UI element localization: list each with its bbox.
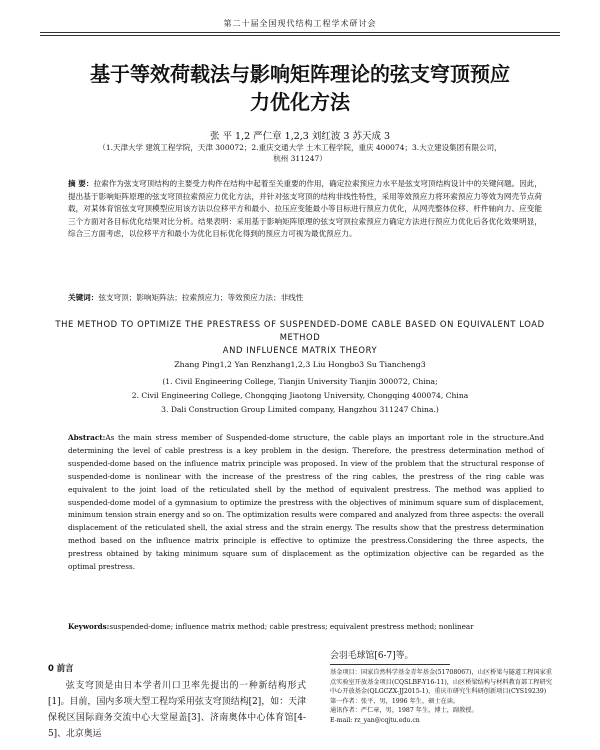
footnote-corresponding-author: 通讯作者：严仁章，男，1987 年生，博士，副教授。	[330, 707, 478, 715]
cn-abstract	[68, 178, 542, 241]
en-keywords-text: suspended-dome; influence matrix method; cable prestress; equivalent prestress method; nonlinear	[109, 622, 474, 631]
section-heading: 0 前言	[48, 663, 74, 673]
cn-affiliation-line-2: 杭州 311247）	[273, 154, 327, 163]
en-keywords	[68, 621, 544, 632]
body-text-left: 弦支穹顶是由日本学者川口卫率先提出的一种新结构形式[1]。目前，国内多项大型工程均采用弦支穹顶结构[2]，如：天津保税区国际商务交流中心大堂屋盖[3]、济南奥体中心体育馆[4-5]、北京奥运	[48, 681, 306, 739]
running-header: 第二十届全国现代结构工程学术研讨会	[223, 19, 377, 28]
footnote-rule	[330, 664, 450, 665]
en-affiliation-line-2: 2. Civil Engineering College, Chongqing Jiaotong University, Chongqing 400074, China	[131, 391, 469, 400]
en-abstract-text: As the main stress member of Suspended-dome structure, the cable plays an important role in the structure.And determining the level of cable prestress is a key problem in the design. Therefore, the prestress determination method of suspended-dome based on the influence matrix principle was proposed. In view of the problem that the structural response of suspended-dome is nonlinear with the increase of the prestress of the ring cables, the prestress of the ring cable was equivalent to the joint load of the reticulated shell by the method of equivalent prestress. The method was applied to suspended-dome model of a gymnasium to optimize the prestress with the objectives of minimum square sum of displacement, minimum tension strain energy and so on. The optimization results were compared and analyzed from three aspects: the overall displacement of the reticulated shell, the axial stress and the strain energy. The results show that the prestress determination method based on the influence matrix principle is effective to optimize the prestress.Considering the three aspects, the prestress obtained by taking minimum square sum of displacement as the optimization objective can be regarded as the optimal prestress.	[68, 433, 544, 572]
en-abstract-label: Abstract:	[68, 433, 106, 442]
footnote-email: E-mail: rz_yan@cqjtu.edu.cn	[330, 716, 420, 724]
cn-abstract-text: 拉索作为弦支穹顶结构的主要受力构件在结构中起着至关重要的作用，确定拉索预应力水平是弦支穹顶结构设计中的关键问题。因此，提出基于影响矩阵原理的弦支穹顶拉索预应力优化方法，并针对弦支穹顶的结构非线性特性，采用等效预应力将环索预应力等效为网壳节点荷载，对某体育馆弦支穹顶模型应用该方法以位移平方和最小、拉压应变能最小等目标进行预应力优化，从网壳整体位移、杆件轴向力、应变能三个方面对各目标优化结果对比分析。结果表明：采用基于影响矩阵原理的弦支穹顶拉索预应力确定方法进行预应力优化后各优化效果明显，综合三方面考虑，以位移平方和最小为优化目标优化得到的预应力可视为最优预应力。	[68, 179, 542, 239]
cn-title-line-1: 基于等效荷载法与影响矩阵理论的弦支穹顶预应	[90, 62, 510, 86]
en-title	[40, 318, 560, 357]
cn-authors: 张 平 1,2 严仁章 1,2,3 刘红波 3 苏天成 3	[209, 131, 391, 142]
footnote-first-author: 第一作者：张平，男，1996 年生，硕士在读。	[330, 697, 460, 705]
cn-title-line-2: 力优化方法	[250, 90, 350, 114]
body-text-right: 会羽毛球馆[6-7]等。	[330, 651, 414, 661]
cn-affiliation-line-1: （1.天津大学 建筑工程学院，天津 300072；2.重庆交通大学 土木工程学院，重庆 400074；3.大立建设集团有限公司，	[98, 143, 502, 152]
en-affiliation	[40, 375, 560, 417]
en-affiliation-line-3: 3. Dali Construction Group Limited company, Hangzhou 311247 China.)	[161, 405, 439, 414]
cn-keywords-text: 弦支穹顶；影响矩阵法；拉索预应力；等效预应力法；非线性	[98, 293, 304, 302]
en-title-line-1: THE METHOD TO OPTIMIZE THE PRESTRESS OF SUSPENDED-DOME CABLE BASED ON EQUIVALENT LOAD METHOD	[55, 319, 545, 342]
header-rule	[40, 32, 560, 36]
en-authors: Zhang Ping1,2 Yan Renzhang1,2,3 Liu Hongbo3 Su Tiancheng3	[174, 360, 426, 369]
footnote	[330, 668, 555, 726]
cn-affiliation	[70, 142, 530, 164]
en-keywords-label: Keywords:	[68, 622, 110, 631]
cn-title	[40, 60, 560, 116]
en-title-line-2: AND INFLUENCE MATRIX THEORY	[222, 345, 378, 355]
cn-keywords-label: 关键词：	[68, 293, 99, 302]
en-abstract	[68, 432, 544, 574]
cn-abstract-label: 摘 要：	[68, 179, 94, 188]
footnote-funding: 基金项目：国家自然科学基金青年基金(51708067)，山区桥梁与隧道工程国家重点实验室开放基金项目(CQSLBF-Y16-11)，山区桥梁结构与材料教育部工程研究中心开放基金(QLGCZX-JJ2015-1)，重庆市研究生科研创新项目(CYS19239)	[330, 669, 552, 696]
en-affiliation-line-1: (1. Civil Engineering College, Tianjin University Tianjin 300072, China;	[162, 377, 438, 386]
cn-keywords	[68, 292, 542, 304]
